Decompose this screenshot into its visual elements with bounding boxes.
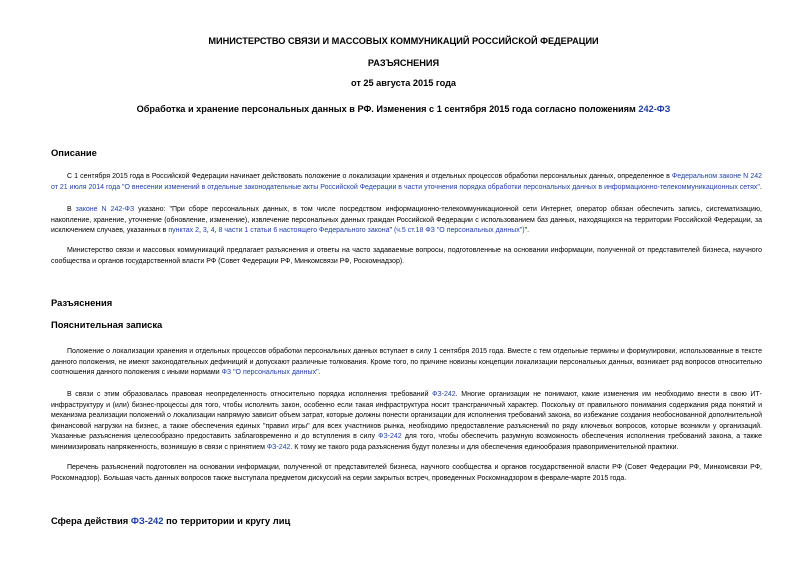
explanations-paragraph-1: [51, 347, 762, 379]
document-date: от 25 августа 2015 года: [350, 78, 457, 88]
text-span: ,: [199, 227, 203, 235]
text-span: ".: [524, 227, 530, 235]
fz-242-link[interactable]: ФЗ-242: [432, 391, 456, 398]
text-span: ,: [206, 227, 211, 235]
fz-242-link[interactable]: ФЗ-242: [266, 443, 291, 451]
clause-2-link[interactable]: пунктах 2: [168, 227, 199, 235]
text-span: . К тому же такого рода разъяснения будут полезны и для обеспечения единообразия правоприменительной практики.: [290, 443, 679, 451]
text-span: В связи с этим образовалась правовая неопределенность относительно порядка исполнения требований: [67, 391, 433, 398]
description-paragraph-3: Министерство связи и массовых коммуникаций предлагает разъяснения и ответы на часто задаваемые вопросы, подготовленные на основании информации, полученной от представителей бизнеса, научного сообщества и органов государственной власти РФ (Совет Федерации РФ, Минкомсвязи РФ, Роскомнадзор).: [51, 247, 762, 265]
text-span: по территории и кругу лиц: [163, 515, 291, 526]
text-span: В: [67, 206, 76, 213]
description-paragraph-2: [51, 205, 762, 237]
law-242-fz-link[interactable]: законе N 242-ФЗ: [75, 206, 135, 213]
scope-heading: [51, 515, 290, 527]
explanations-heading: Разъяснения: [51, 297, 113, 308]
text-span: . Многие организации не понимают, какие изменения им необходимо внести в свою ИТ-инфраструктуру и (или) бизнес-процессы для того, чтобы исполнить закон, особенно если такая инфраструктура носит трансграничный характер. Поскольку от правильного понимания содержания ряда понятий и механизма реализации положений о локализации напрямую зависит объем затрат, которые должны понести организации для исполнения требований закона, во избежание создания необоснованной дополнительной финансовой нагрузки на бизнес, а также обеспечения единых "правил игры" для всех участников рынка, необходимо предоставление разъяснений по ряду ключевых вопросов, которые возникли у организаций. Указанные разъяснения целесообразно предоставить заблаговременно и до вступления в силу: [51, 391, 763, 441]
fz-242-link[interactable]: ФЗ-242: [130, 515, 164, 526]
clause-8-link[interactable]: 8 части 1 статьи 6 настоящего Федерального закона: [218, 227, 390, 235]
text-span: указано: "При сборе персональных данных, в том числе посредством информационно-телекоммуникационной сети Интернет, оператор обязан обеспечить запись, систематизацию, накопление, хранение, уточнение (обновление, изменение), извлечение персональных данных граждан Российской Федерации с использованием баз данных, находящихся на территории Российской Федерации, за исключением случаев, указанных в: [51, 206, 762, 235]
description-paragraph-1: [51, 172, 762, 193]
explanations-paragraph-3: Перечень разъяснений подготовлен на основании информации, полученной от представителей бизнеса, научного сообщества и органов государственной власти РФ (Совет Федерации РФ, Минкомсвязи РФ, Роскомнадзор). Большая часть данных вопросов также выступала предметом дискуссий на серии закрытых встреч, проведенных Роскомнадзором в феврале-марте 2015 года.: [51, 464, 762, 482]
fz-242-link[interactable]: ФЗ-242: [378, 433, 402, 441]
text-span: для того, чтобы обеспечить разумную возможность обеспечения исполнения требований закона, а также минимизировать напряженность, возникшую в связи с принятием: [51, 433, 762, 451]
explanatory-note-heading: Пояснительная записка: [51, 319, 163, 330]
document-title-text: Обработка и хранение персональных данных в РФ. Изменения с 1 сентября 2015 года согласно положениям: [136, 104, 639, 114]
personal-data-law-article-link[interactable]: (ч.5 ст.18 ФЗ "О персональных данных"): [393, 227, 525, 235]
text-span: Положение о локализации хранения и отдельных процессов обработки персональных данных вступает в силу 1 сентября 2015 года. Вместе с тем отдельные термины и формулировки, использованные в тексте данного положения, не имеют законодательных дефиниций и допускают различные толкования. Кроме того, по причине новизны концепции локализации персональных данных, возникает ряд вопросов относительно соотношения данного положения с иными нормами: [51, 348, 762, 377]
ministry-name: МИНИСТЕРСТВО СВЯЗИ И МАССОВЫХ КОММУНИКАЦИЙ РОССИЙСКОЙ ФЕДЕРАЦИИ: [208, 36, 599, 46]
explanations-paragraph-2: [51, 390, 762, 454]
clause-3-link[interactable]: 3: [202, 227, 207, 235]
federal-law-242-link[interactable]: Федеральном законе N 242 от 21 июля 2014 года "О внесении изменений в отдельные законодательные акты Российской Федерации в части уточнения порядка обработки персональных данных в информационно-телекоммуникационных сетях": [51, 173, 763, 191]
text-span: С 1 сентября 2015 года в Российской Федерации начинает действовать положение о локализации хранения и отдельных процессов обработки персональных данных, определенное в: [67, 173, 672, 180]
text-span: ,: [214, 227, 219, 235]
text-span: .: [318, 369, 321, 377]
text-span: .: [759, 183, 762, 191]
title-law-link[interactable]: 242-ФЗ: [638, 104, 671, 114]
document-title: [0, 103, 807, 115]
text-span: ": [389, 227, 394, 235]
text-span: Сфера действия: [51, 515, 131, 526]
clause-4-link[interactable]: 4: [210, 227, 215, 235]
document-type: РАЗЪЯСНЕНИЯ: [367, 58, 440, 68]
description-heading: Описание: [51, 147, 97, 158]
personal-data-law-link[interactable]: ФЗ "О персональных данных": [221, 369, 319, 377]
